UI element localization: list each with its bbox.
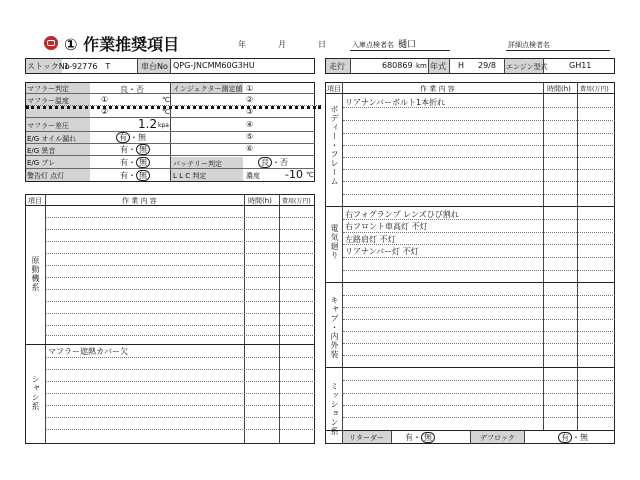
noise-options xyxy=(120,144,150,155)
stock-value: 1-92776 T xyxy=(64,62,111,71)
section-chassis: シャシ系 xyxy=(31,375,40,411)
mileage-unit: km xyxy=(416,62,427,70)
shake-sep: ・ xyxy=(128,158,136,167)
llc-unit: ℃ xyxy=(306,171,314,179)
injector-num-3: ③ xyxy=(246,107,254,116)
engine-type-label: エンジン型式 xyxy=(506,63,548,71)
injector-num-4: ④ xyxy=(246,120,254,129)
stock-label: ストックNo xyxy=(27,62,70,71)
diff-sep: ・ xyxy=(572,433,580,442)
logo-icon xyxy=(44,36,58,50)
retarder-label: リターダー xyxy=(349,434,384,442)
section-body-frame: ボディー・フレーム xyxy=(330,105,339,186)
year-model-label: 年式 xyxy=(430,62,446,71)
warning-lamp-label: 警告灯 点灯 xyxy=(27,172,65,180)
muffler-pressure-value: 1.2 xyxy=(138,117,158,131)
chassis-entry: マフラー遮熱カバー欠 xyxy=(48,347,128,356)
retarder-yes: 有 xyxy=(405,433,413,442)
inspector-label: 入庫点検者名 xyxy=(352,41,394,49)
day-label: 日 xyxy=(318,40,326,49)
warning-lamp-options xyxy=(120,170,150,181)
diff-lock-label: デフロック xyxy=(480,434,515,442)
mileage-label: 走行 xyxy=(329,62,345,71)
shake-no: 無 xyxy=(136,157,150,168)
shake-label: E/G ブレ xyxy=(27,159,56,167)
diff-no: 無 xyxy=(580,433,588,442)
noise-label: E/G 異音 xyxy=(27,147,56,155)
left-col-item: 項目 xyxy=(28,197,42,205)
section-mission: ミッション系 xyxy=(330,382,339,436)
injector-num-6: ⑥ xyxy=(246,144,254,153)
muffler-temp-2: ② xyxy=(101,107,109,116)
section-engine: 原動機系 xyxy=(31,256,40,292)
page-title: ① 作業推奨項目 xyxy=(64,35,180,54)
right-col-time: 時間(h) xyxy=(547,85,571,93)
oil-leak-options xyxy=(116,132,146,143)
retarder-sep: ・ xyxy=(413,433,421,442)
electric-entry-3: 左路肩灯 不灯 xyxy=(345,235,396,244)
warning-yes: 有 xyxy=(120,171,128,180)
left-col-time: 時間(h) xyxy=(248,197,272,205)
year-era: H xyxy=(458,61,465,70)
year-label: 年 xyxy=(238,40,246,49)
muffler-judge-label: マフラー判定 xyxy=(27,85,69,93)
oil-leak-sep: ・ xyxy=(130,133,138,142)
section-electric: 電気廻り xyxy=(330,224,339,260)
detail-inspector-label: 詳細点検者名 xyxy=(508,41,550,49)
mileage-value: 680869 xyxy=(382,61,413,70)
warning-sep: ・ xyxy=(128,171,136,180)
oil-leak-no: 無 xyxy=(138,133,146,142)
noise-yes: 有 xyxy=(120,145,128,154)
electric-entry-2: 右フロント車高灯 不灯 xyxy=(345,222,428,231)
muffler-temp-1: ① xyxy=(101,95,109,104)
inspector-value: 樋口 xyxy=(398,40,417,50)
right-col-work: 作 業 内 容 xyxy=(420,85,455,93)
muffler-temp-label: マフラー温度 xyxy=(27,97,69,105)
battery-bad: ・否 xyxy=(272,158,288,167)
llc-label: L L C 判定 xyxy=(173,172,207,180)
muffler-pressure-unit: kpa xyxy=(158,122,169,129)
injector-num-1: ① xyxy=(246,84,254,93)
llc-value: -10 xyxy=(285,168,303,181)
shake-options xyxy=(120,157,150,168)
engine-type-value: GH11 xyxy=(569,61,592,70)
oil-leak-label: E/G オイル漏れ xyxy=(27,135,77,143)
left-col-cost: 費用(万円) xyxy=(282,198,311,205)
electric-entry-4: リアナンバー灯 不灯 xyxy=(345,247,419,256)
retarder-no: 無 xyxy=(421,432,435,443)
llc-conc-label: 濃度 xyxy=(246,172,260,180)
noise-no: 無 xyxy=(136,144,150,155)
shake-yes: 有 xyxy=(120,158,128,167)
chassis-label: 車台No xyxy=(141,62,168,71)
retarder-options xyxy=(405,432,435,443)
muffler-pressure-label: マフラー差圧 xyxy=(27,122,69,130)
muffler-temp-unit-2: ℃ xyxy=(162,108,170,116)
diff-lock-options xyxy=(558,432,588,443)
muffler-judge-options: 良・否 xyxy=(120,85,144,94)
battery-label: バッテリー判定 xyxy=(173,160,222,168)
engine-chassis-table xyxy=(25,194,315,444)
muffler-temp-unit-1: ℃ xyxy=(162,96,170,104)
year-model-value: 29/8 xyxy=(478,61,496,70)
oil-leak-yes: 有 xyxy=(116,132,130,143)
battery-good: 良 xyxy=(258,157,272,168)
right-col-item: 項目 xyxy=(327,85,341,93)
injector-num-5: ⑤ xyxy=(246,132,254,141)
month-label: 月 xyxy=(278,40,286,49)
body-entry: リアナンバーボルト1本折れ xyxy=(345,98,446,107)
chassis-value: QPG-JNCMM60G3HU xyxy=(173,61,255,70)
battery-options xyxy=(258,157,288,168)
body-electric-table xyxy=(325,82,615,444)
section-cab: キャブ・内外装 xyxy=(330,296,339,359)
injector-label: インジェクター測定値 xyxy=(173,85,243,93)
injector-num-2: ② xyxy=(246,95,254,104)
electric-entry-1: 右フォグランプ レンズひび割れ xyxy=(345,210,459,219)
warning-no: 無 xyxy=(136,170,150,181)
diff-yes: 有 xyxy=(558,432,572,443)
right-col-cost: 費用(万円) xyxy=(580,86,609,93)
noise-sep: ・ xyxy=(128,145,136,154)
left-col-work: 作 業 内 容 xyxy=(122,197,157,205)
